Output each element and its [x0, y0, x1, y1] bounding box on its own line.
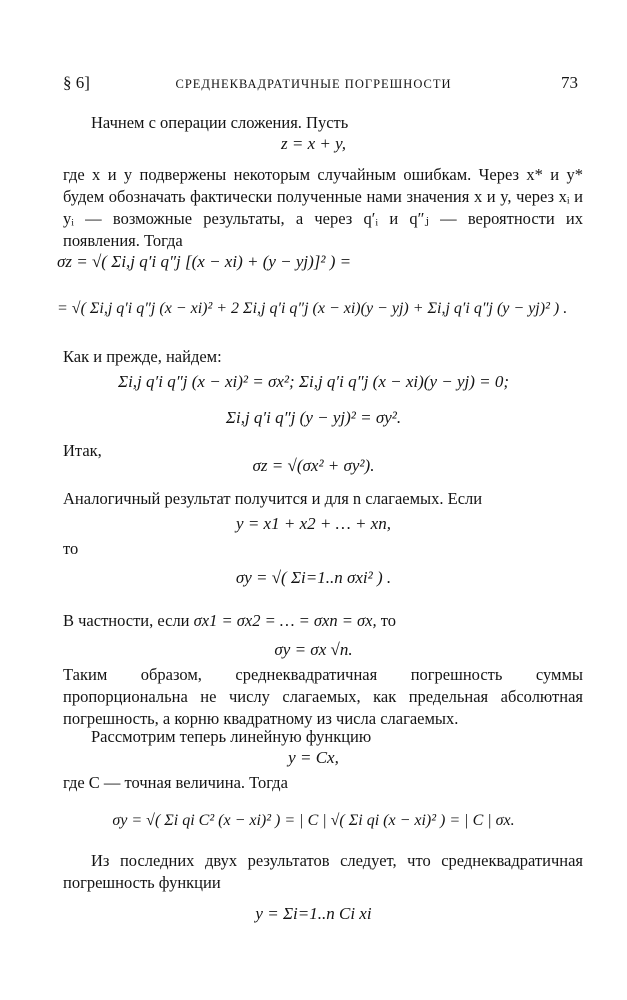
- equation-equal-sigmas: σx1 = σx2 = … = σxn = σx,: [193, 611, 377, 630]
- paragraph-7-lead: В частности, если: [63, 611, 190, 630]
- paragraph-6: то: [63, 539, 79, 558]
- equation-result: σz = √(σx² + σy²).: [252, 456, 375, 475]
- paragraph-8: Таким образом, среднеквадратичная погрешность суммы пропорциональна не числу слагаемых, как предельная абсолютная погрешность, а корню квадратному из числа слагаемых.: [63, 665, 583, 728]
- equation-sqrt-n: σy = σx √n.: [274, 640, 353, 659]
- paragraph-2: где x и y подвержены некоторым случайным ошибкам. Через x* и y* будем обозначать фактически полученные нами значения x и y, через xᵢ и yᵢ — возможные результаты, а через q′ᵢ и q″ⱼ — вероятности их появления. Тогда: [63, 165, 583, 250]
- equation-moments: Σi,j q′i q″j (x − xi)² = σx²; Σi,j q′i q″j (x − xi)(y − yj) = 0;: [117, 372, 510, 391]
- paragraph-7-tail: то: [380, 611, 396, 630]
- paragraph-9: Рассмотрим теперь линейную функцию: [91, 727, 372, 746]
- section-marker: § 6]: [63, 73, 90, 92]
- equation-linear: y = Cx,: [288, 748, 339, 767]
- page-number: 73: [561, 73, 578, 92]
- equation-n-terms: y = x1 + x2 + … + xn,: [236, 514, 391, 533]
- paragraph-3: Как и прежде, найдем:: [63, 347, 222, 366]
- paragraph-5: Аналогичный результат получится и для n слагаемых. Если: [63, 489, 483, 508]
- equation-text: z = x + y,: [281, 134, 346, 153]
- running-title: СРЕДНЕКВАДРАТИЧНЫЕ ПОГРЕШНОСТИ: [175, 77, 452, 91]
- equation-sigma-z: σz = √( Σi,j q′i q″j [(x − xi) + (y − yj)]² ) =: [57, 252, 352, 271]
- paragraph-4: Итак,: [63, 441, 102, 460]
- equation-sigma-linear: σy = √( Σi qi C² (x − xi)² ) = | C | √( Σi qi (x − xi)² ) = | C | σx.: [112, 812, 515, 829]
- equation-moment-y: Σi,j q′i q″j (y − yj)² = σy².: [225, 408, 402, 427]
- paragraph-11: Из последних двух результатов следует, что среднеквадратичная погрешность функции: [63, 851, 583, 892]
- equation-linear-combination: y = Σi=1..n Ci xi: [255, 904, 372, 923]
- paragraph-1: Начнем с операции сложения. Пусть: [91, 113, 349, 132]
- equation-sigma-z-expanded: = √( Σi,j q′i q″j (x − xi)² + 2 Σi,j q′i q″j (x − xi)(y − yj) + Σi,j q′i q″j (y − yj)² ) .: [57, 300, 568, 317]
- paragraph-10: где C — точная величина. Тогда: [63, 773, 288, 792]
- paragraph-7: [63, 610, 583, 632]
- equation-sum: [0, 134, 627, 154]
- equation-sigma-y-sum: σy = √( Σi=1..n σxi² ) .: [235, 568, 392, 587]
